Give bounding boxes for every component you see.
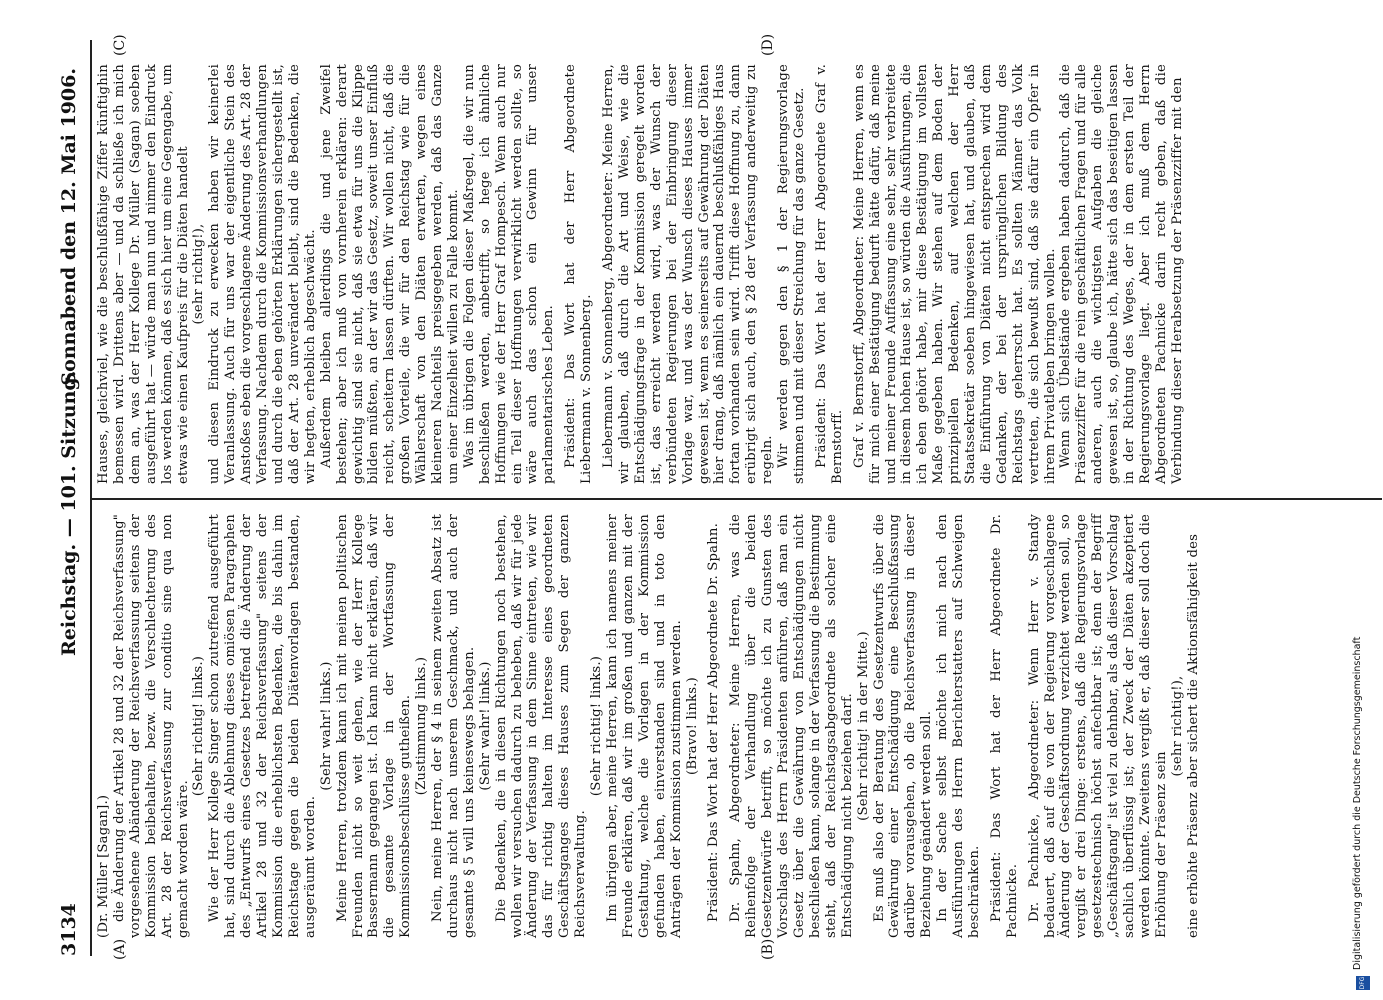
left-paragraph: Dr. Pachnicke, Abgeordneter: Wenn Herr v. Standy bedauert, daß auf die von der Regierung vorgeschlagene Änderung der Geschäftsordnung verzichtet werden soll, so vergißt er drei Dinge: erstens, daß die Regierungsvorlage gesetzestechnisch höchst anfechtbar ist; denn der Begriff „Geschäftsgang" ist viel zu dehnbar, als daß dieser Vorschlag sachlich überflüssig ist; der Zweck der Diäten akzeptiert werden könnte. Zweitens vergißt er, daß dieser soll doch die Erhöhung der Präsenz sein xyxy=(1026,514,1169,938)
left-paragraph: Wie der Herr Kollege Singer schon zutreffend ausgeführt hat, sind durch die Ablehnung dieses omiösen Paragraphen des „Entwurfs eines Gesetzes betreffend die Änderung der Artikel 28 und 32 der Reichsverfassung" seitens der Kommission die erheblichsten Bedenken, die bis dahin im Reichstage gegen die beiden Diätenvorlagen bestanden, ausgeräumt worden. xyxy=(207,514,318,938)
left-paragraph: Dr. Spahn, Abgeordneter: Meine Herren, was die Reihenfolge der Verhandlung über die beiden Gesetzentwürfe betrifft, so möchte ich zu Gunsten des Vorschlags des Herrn Präsidenten anführen, daß man ein Gesetz über die Gewährung von Entschädigungen nicht beschließen kann, solange in der Verfassung die Bestimmung steht, daß der Reichstagsabgeordnete als solcher eine Entschädigung nicht beziehen darf. xyxy=(728,514,855,938)
margin-mark-b: (B) xyxy=(760,938,776,960)
left-paragraph: (Sehr richtig! links.) xyxy=(589,655,605,797)
right-column xyxy=(96,64,1186,484)
left-paragraph: Meine Herren, trotzdem kann ich mit meinen politischen Freunden nicht so weit gehen, wie der Herr Kollege Bassermann gegangen ist. Ich kann nicht erklären, daß wir die gesamte Vorlage in der Wortfassung der Kommissionsbeschlüsse gutheißen. xyxy=(334,514,414,938)
left-paragraph: (Sehr wahr! links.) xyxy=(318,661,334,791)
right-paragraph: und diesen Eindruck zu erwecken haben wir keinerlei Veranlassung. Auch für uns war der eigentliche Stein des Anstoßes eben die vorgeschlagene Änderung des Art. 28 der Verfassung. Nachdem durch die Kommissionsverhandlungen und durch die eben gehörten Erklärungen sichergestellt ist, daß der Art. 28 unverändert bleibt, sind die Bedenken, die wir hegten, erheblich abgeschwächt. xyxy=(207,64,318,484)
left-paragraph: Präsident: Das Wort hat der Herr Abgeordnete Dr. Pachnicke. xyxy=(988,514,1020,938)
right-paragraph: (sehr richtig!), xyxy=(191,223,207,325)
margin-mark-a: (A) xyxy=(112,938,128,960)
right-paragraph: Präsident: Das Wort hat der Herr Abgeordnete Graf v. Bernstorff. xyxy=(813,64,845,484)
right-paragraph: Hauses, gleichviel, wie die beschlußfähige Ziffer künftighin bemessen wird. Drittens aber — und da schließe ich mich dem an, was der Herr Kollege Dr. Müller (Sagan) soeben ausgeführt hat — würde man nun und nimmer den Eindruck los werden können, daß es sich hier um eine Gegengabe, um etwas wie einen Kaufpreis für die Diäten handelt xyxy=(96,64,191,484)
left-paragraph: eine erhöhte Präsenz aber sichert die Aktionsfähigkeit des xyxy=(1185,533,1201,938)
left-paragraph: (Bravo! links.) xyxy=(684,677,700,775)
right-paragraph: Graf v. Bernstorff, Abgeordneter: Meine Herren, wenn es für mich einer Bestätigung bedurft hätte dafür, daß meine und meiner Freunde Auffassung eine sehr, sehr verbreitete in diesem hohen Hause ist, so würden die Ausführungen, die ich eben gehört habe, mir diese Bestätigung im vollsten Maße gegeben haben. Wir stehen auf dem Boden der prinzipiellen Bedenken, auf welchen der Herr Staatssekretär soeben hingewiesen hat, und glauben, daß die Einführung von Diäten nicht entsprechen wird dem Gedanken, der bei der ursprünglichen Bildung des Reichstags geherrscht hat. Es sollten Männer das Volk vertreten, die sich bewußt sind, daß sie dafür ein Opfer in ihrem Privatleben bringen wollen. xyxy=(851,64,1058,484)
right-paragraph: Wenn sich Übelstände ergeben haben dadurch, daß die Präsenzziffer für die rein geschäftlichen Fragen und für alle anderen, auch die wichtigsten Aufgaben die gleiche gewesen ist, so, glaube ich, hätte sich das beseitigen lassen in der Richtung des Weges, der in dem ersten Teil der Regierungsvorlage liegt. Aber ich muß dem Herrn Abgeordneten Pachnicke darin recht geben, daß die Verbindung dieser Herabsetzung der Präsenzziffer mit den xyxy=(1058,64,1185,484)
margin-mark-c: (C) xyxy=(112,34,128,56)
left-paragraph: Nein, meine Herren, der § 4 in seinem zweiten Absatz ist durchaus nicht nach unserem Geschmack, und auch der gesamte § 5 will uns keineswegs behagen. xyxy=(430,514,477,938)
left-paragraph: In der Sache selbst möchte ich mich nach den Ausführungen des Herrn Berichterstatters auf Schweigen beschränken. xyxy=(935,514,982,938)
left-paragraph: die Änderung der Artikel 28 und 32 der Reichsverfassung" vorgesehene Abänderung der Reichsverfassung seitens der Kommission beibehalten, bezw. die Verschlechterung des Art. 28 der Reichsverfassung zur conditio sine qua non gemacht worden wäre. xyxy=(111,514,191,938)
right-paragraph: Wir werden gegen den § 1 der Regierungsvorlage stimmen und mit dieser Streichung für das ganze Gesetz. xyxy=(776,64,807,484)
page-number: 3134 xyxy=(58,903,80,956)
digitization-credit: Digitalisierung gefördert durch die Deutsche Forschungsgemeinschaft xyxy=(1352,636,1363,970)
right-paragraph: Außerdem bleiben allerdings die und jene Zweifel bestehen; aber ich muß von vornherein erklären: derart gewichtig sind sie nicht, daß sie etwa für uns die Klippe bilden müßten, an der wir das Gesetz, soweit unser Einfluß reicht, scheitern lassen dürften. Wir wollen nicht, daß die großen Vorteile, die wir für den Reichstag wie für die Wählerschaft von den Diäten erwarten, wegen eines kleineren Nachteils preisgegeben werden, daß das Ganze um einer Einzelheit willen zu Falle kommt. xyxy=(318,64,461,484)
left-paragraph: Die Bedenken, die in diesen Richtungen noch bestehen, wollen wir versuchen dadurch zu beheben, daß wir für jede Änderung der Verfassung in dem Sinne eintreten, wie wir das für richtig halten im Interesse eines geordneten Geschäftsganges dieses Hauses zum Segen der ganzen Reichsverwaltung. xyxy=(493,514,589,938)
left-paragraph: Es muß also der Beratung des Gesetzentwurfs über die Gewährung einer Entschädigung eine Beschlußfassung darüber vorausgehen, ob die Reichsverfassung in dieser Beziehung geändert werden soll. xyxy=(871,514,935,938)
column-separator xyxy=(92,498,1382,500)
session-title: Reichstag. — 101. Sitzung. xyxy=(58,370,80,656)
right-paragraph: Präsident: Das Wort hat der Herr Abgeordnete Liebermann v. Sonnenberg. xyxy=(563,64,595,484)
left-column xyxy=(96,514,1202,938)
left-paragraph: (Dr. Müller [Sagan].) xyxy=(96,794,111,938)
left-paragraph: (Zustimmung links.) xyxy=(414,656,430,796)
left-paragraph: Präsident: Das Wort hat der Herr Abgeordnete Dr. Spahn. xyxy=(706,523,722,922)
dfg-logo: DFG xyxy=(1356,976,1370,990)
left-paragraph: (sehr richtig!), xyxy=(1169,675,1185,777)
page-header xyxy=(58,48,88,956)
left-paragraph: (Sehr wahr! links.) xyxy=(477,661,493,791)
left-paragraph: (Sehr richtig! links.) xyxy=(191,655,207,797)
margin-mark-d: (D) xyxy=(760,33,776,56)
session-date: Sonnabend den 12. Mai 1906. xyxy=(58,68,80,386)
left-paragraph: Im übrigen aber, meine Herren, kann ich namens meiner Freunde erklären, daß wir im großen und ganzen mit der Gestaltung, welche die Vorlagen in der Kommission gefunden haben, einverstanden sind und in toto den Anträgen der Kommission zustimmen werden. xyxy=(605,514,684,938)
right-paragraph: Was im übrigen die Folgen dieser Maßregel, die wir nun beschließen werden, anbetrifft, so hege ich ähnliche Hoffnungen wie der Herr Graf Hompesch. Wenn auch nur ein Teil dieser Hoffnungen verwirklicht werden sollte, so wäre auch das schon ein Gewinn für unser parlamentarisches Leben. xyxy=(461,64,557,484)
right-paragraph: Liebermann v. Sonnenberg, Abgeordneter: Meine Herren, wir glauben, daß durch die Art und Weise, wie die Entschädigungsfrage in der Kommission geregelt worden ist, das erreicht werden wird, was der Wunsch der verbündeten Regierungen bei der Einbringung dieser Vorlage war, und was der Wunsch dieses Hauses immer gewesen ist, wenn es seinerseits auf Gewährung der Diäten hier drang, daß nämlich ein dauernd beschlußfähiges Haus fortan vorhanden sein wird. Trifft diese Hoffnung zu, dann erübrigt sich auch, den § 28 der Verfassung anderweitig zu regeln. xyxy=(601,64,776,484)
left-paragraph: (Sehr richtig! in der Mitte.) xyxy=(855,631,871,821)
